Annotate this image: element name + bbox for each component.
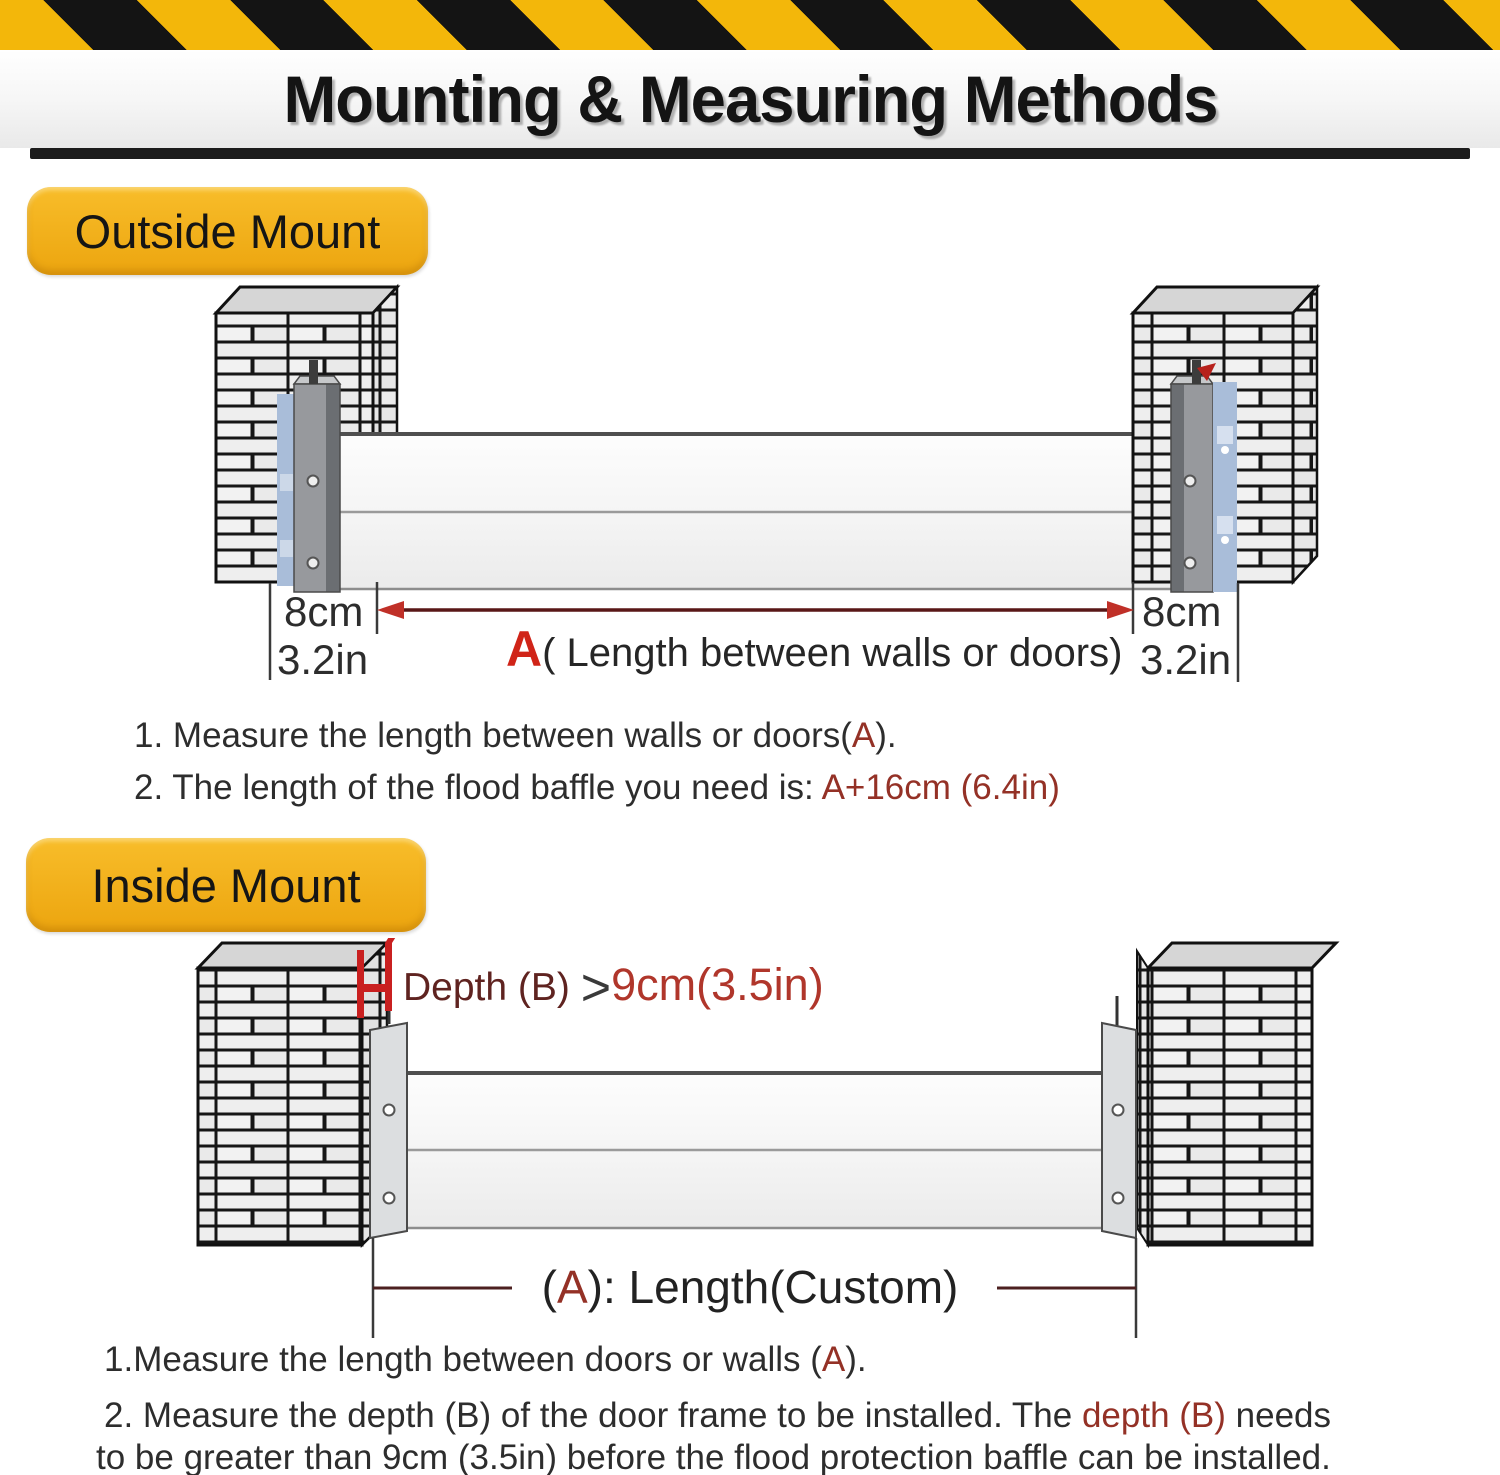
dim-label-a: A xyxy=(506,621,543,677)
inside-step-2-line-1 xyxy=(104,1396,1331,1436)
right-offset-cm: 8cm xyxy=(1142,588,1222,635)
greater-than-symbol: > xyxy=(580,959,612,1017)
step-text: 2. The length of the flood baffle you need is: xyxy=(134,768,822,807)
step-text: to be greater than 9cm (3.5in) before the flood protection baffle can be installed. xyxy=(96,1438,1331,1475)
page-title: Mounting & Measuring Methods xyxy=(282,62,1218,136)
inside-right-channel xyxy=(1102,996,1136,1238)
left-offset-cm: 8cm xyxy=(284,588,364,635)
inside-length-label xyxy=(0,1260,1500,1314)
step-a: A xyxy=(821,1340,846,1379)
outside-right-channel xyxy=(1171,360,1213,592)
dim-open-paren: ( xyxy=(541,1261,557,1313)
step-text: needs xyxy=(1225,1396,1332,1435)
dim-label-caption: ( Length between walls or doors) xyxy=(542,631,1123,675)
inside-step-2-line-2 xyxy=(96,1438,1331,1475)
inside-flood-barrier xyxy=(405,1072,1104,1228)
caution-tape-stripe xyxy=(0,0,1500,50)
inside-step-1 xyxy=(104,1340,867,1380)
title-band xyxy=(0,50,1500,148)
outside-length-label xyxy=(506,620,1122,678)
inside-right-pillar xyxy=(1137,943,1336,1245)
outside-step-1 xyxy=(134,716,897,756)
inside-mount-badge-label: Inside Mount xyxy=(91,858,361,912)
anchor-bolt xyxy=(1192,360,1201,384)
right-offset-in: 3.2in xyxy=(1140,636,1232,683)
step-text: 1.Measure the length between doors or walls ( xyxy=(104,1340,822,1379)
step-a: A xyxy=(851,716,876,755)
outside-left-seal-strip xyxy=(277,394,296,586)
outside-mount-badge xyxy=(27,187,428,275)
left-offset-in: 3.2in xyxy=(277,636,369,683)
dim-label-a: A xyxy=(556,1261,588,1313)
outside-left-channel xyxy=(294,360,340,592)
depth-value: 9cm(3.5in) xyxy=(611,959,824,1010)
step-text: 1. Measure the length between walls or doors( xyxy=(134,716,852,755)
step-formula: A+16cm (6.4in) xyxy=(821,768,1060,807)
outside-length-arrow xyxy=(377,601,1134,619)
step-text: 2. Measure the depth (B) of the door frame to be installed. The xyxy=(104,1396,1082,1435)
step-text: ). xyxy=(845,1340,867,1379)
inside-left-channel xyxy=(370,996,407,1238)
title-divider-bar xyxy=(30,148,1470,159)
depth-requirement-label xyxy=(403,958,824,1018)
inside-mount-badge xyxy=(26,838,426,932)
step-text: ). xyxy=(875,716,897,755)
outside-mount-badge-label: Outside Mount xyxy=(74,204,381,258)
outside-flood-barrier xyxy=(337,433,1176,590)
outside-step-2 xyxy=(134,768,1060,808)
step-depth-b: depth (B) xyxy=(1081,1396,1226,1435)
depth-label: Depth (B) xyxy=(403,966,581,1009)
anchor-bolt xyxy=(309,360,318,384)
dim-label-caption: ): Length(Custom) xyxy=(587,1261,959,1313)
